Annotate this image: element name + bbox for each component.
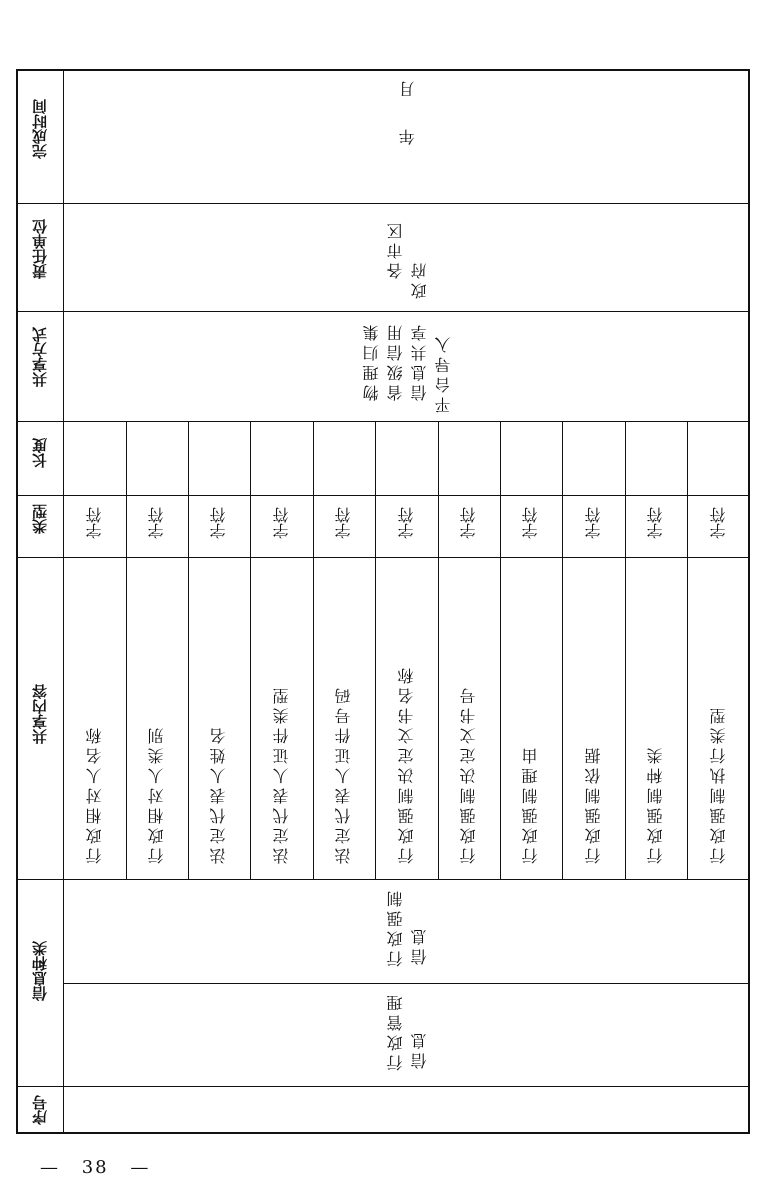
divider xyxy=(375,421,376,879)
header-responsible: 责任单位 xyxy=(31,219,49,279)
divider xyxy=(18,557,748,558)
divider xyxy=(625,421,626,879)
page-footer xyxy=(40,1157,150,1178)
footer-dash-right: — xyxy=(130,1157,151,1178)
responsible-line-2: 政府 xyxy=(410,259,429,299)
divider xyxy=(18,1086,748,1087)
content-cell: 法定代表人证件号码 xyxy=(334,684,353,864)
type-cell: 字符 xyxy=(334,507,353,539)
divider xyxy=(313,421,314,879)
divider xyxy=(250,421,251,879)
divider xyxy=(18,495,748,496)
share-method-line-1: 物理归集 xyxy=(362,321,381,401)
page-number: 38 xyxy=(81,1157,109,1178)
header-deadline: 完成时间 xyxy=(31,99,49,159)
divider xyxy=(18,311,748,312)
header-length: 长度 xyxy=(31,438,49,468)
share-method-line-4: 平台导入 xyxy=(434,333,453,413)
content-cell: 法定代表人证件类型 xyxy=(272,684,291,864)
divider xyxy=(687,421,688,879)
share-method-line-2: 省级信用 xyxy=(386,321,405,401)
type-cell: 字符 xyxy=(521,507,540,539)
type-cell: 字符 xyxy=(459,507,478,539)
header-share-method: 共享方式 xyxy=(31,327,49,387)
category-parent-line-2: 信息 xyxy=(410,1029,429,1069)
type-cell: 字符 xyxy=(85,507,104,539)
deadline-month: 月 xyxy=(398,81,417,97)
divider xyxy=(18,421,748,422)
header-content: 共享内容 xyxy=(31,684,49,744)
type-cell: 字符 xyxy=(646,507,665,539)
divider xyxy=(188,421,189,879)
divider xyxy=(63,71,64,1132)
category-child-line-1: 行政强制 xyxy=(386,887,405,967)
divider xyxy=(18,203,748,204)
content-cell: 行政强制决定文书号 xyxy=(459,684,478,864)
data-sharing-table xyxy=(16,69,750,1134)
type-cell: 字符 xyxy=(147,507,166,539)
content-cell: 行政强制种类 xyxy=(646,744,665,864)
content-cell: 行政相对人类别 xyxy=(147,724,166,864)
header-info-type: 信息种类 xyxy=(31,941,49,1001)
type-cell: 字符 xyxy=(209,507,228,539)
type-cell: 字符 xyxy=(272,507,291,539)
header-seq: 序号 xyxy=(31,1095,49,1125)
deadline-year: 年 xyxy=(398,129,417,145)
divider xyxy=(63,983,748,984)
category-child-line-2: 信息 xyxy=(410,925,429,965)
footer-dash-left: — xyxy=(40,1157,60,1178)
type-cell: 字符 xyxy=(584,507,603,539)
divider xyxy=(500,421,501,879)
content-cell: 行政强制理由 xyxy=(521,744,540,864)
header-data-type: 类型 xyxy=(31,504,49,534)
content-cell: 行政强制执行类型 xyxy=(709,704,728,864)
share-method-line-3: 信息共享 xyxy=(410,321,429,401)
divider xyxy=(562,421,563,879)
divider xyxy=(18,879,748,880)
divider xyxy=(126,421,127,879)
divider xyxy=(438,421,439,879)
content-cell: 法定代表人姓名 xyxy=(209,724,228,864)
content-cell: 行政强制决定文书名称 xyxy=(397,664,416,864)
responsible-line-1: 各市区 xyxy=(386,219,405,279)
type-cell: 字符 xyxy=(397,507,416,539)
content-cell: 行政强制依据 xyxy=(584,744,603,864)
content-cell: 行政相对人名称 xyxy=(85,724,104,864)
category-parent-line-1: 行政管理 xyxy=(386,991,405,1071)
type-cell: 字符 xyxy=(709,507,728,539)
